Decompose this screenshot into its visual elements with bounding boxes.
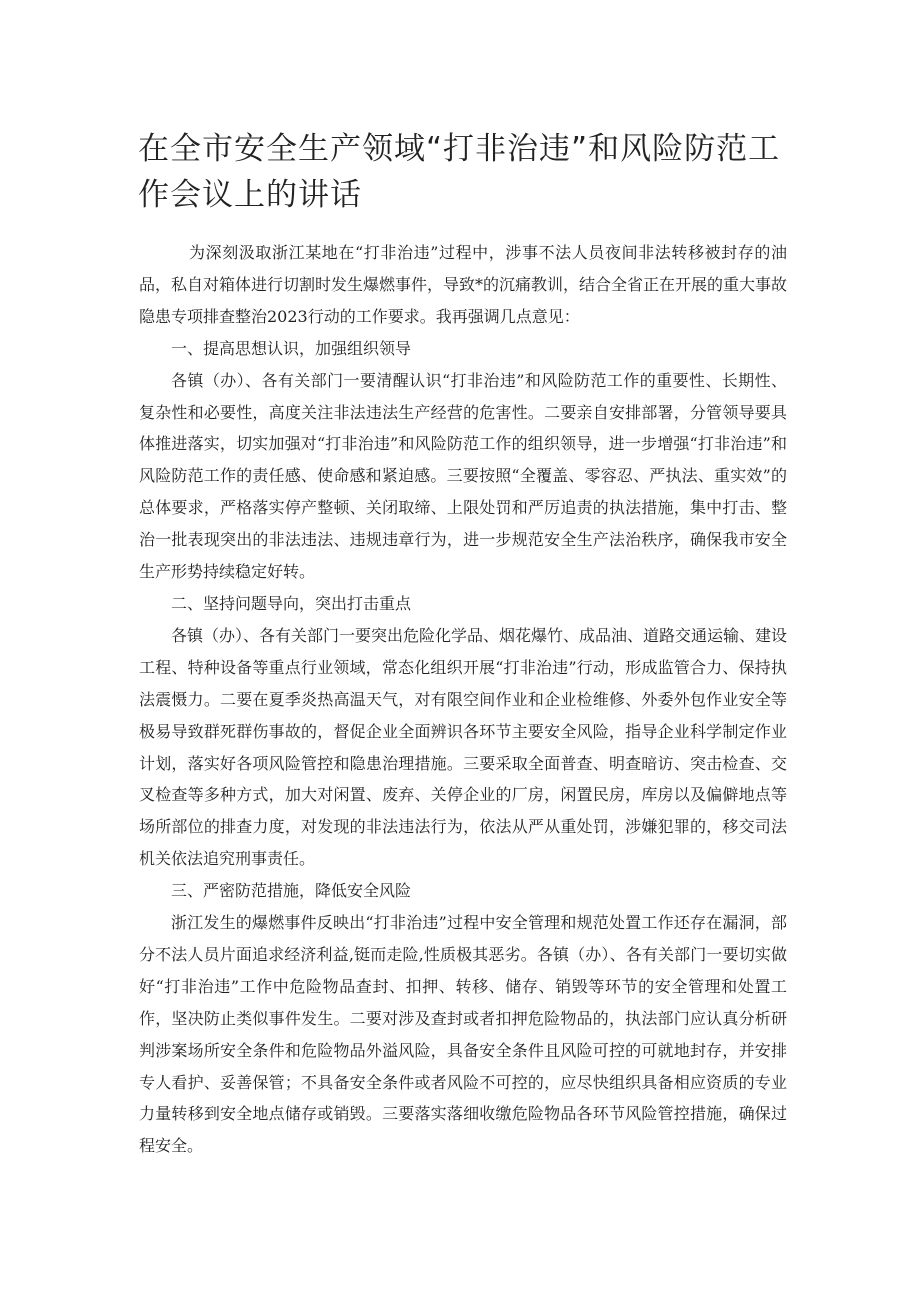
section-body-2: 各镇（办）、各有关部门一要突出危险化学品、烟花爆竹、成品油、道路交通运输、建设工程、特种设备等重点行业领域，常态化组织开展“打非治违”行动，形成监管合力、保持执法震慑力。二要在夏季炎热高温天气，对有限空间作业和企业检维修、外委外包作业安全等极易导致群死群伤事故的，督促企业全面辨识各环节主要安全风险，指导企业科学制定作业计划，落实好各项风险管控和隐患治理措施。三要采取全面普查、明查暗访、突击检查、交叉检查等多种方式，加大对闲置、废弃、关停企业的厂房，闲置民房，库房以及偏僻地点等场所部位的排查力度，对发现的非法违法行为，依法从严从重处罚，涉嫌犯罪的，移交司法机关依法追究刑事责任。 bbox=[139, 625, 788, 869]
document-title: 在全市安全生产领域“打非治违”和风险防范工作会议上的讲话 bbox=[138, 131, 781, 213]
section-body-3: 浙江发生的爆燃事件反映出“打非治违”过程中安全管理和规范处置工作还存在漏洞，部分不法人员片面追求经济利益,铤而走险,性质极其恶劣。各镇（办）、各有关部门一要切实做好“打非治违”工作中危险物品查封、扣押、转移、储存、销毁等环节的安全管理和处置工作，坚决防止类似事件发生。二要对涉及查封或者扣押危险物品的，执法部门应认真分析研判涉案场所安全条件和危险物品外溢风险，具备安全条件且风险可控的可就地封存，并安排专人看护、妥善保管；不具备安全条件或者风险不可控的，应尽快组织具备相应资质的专业力量转移到安全地点储存或销毁。三要落实落细收缴危险物品各环节风险管控措施，确保过程安全。 bbox=[139, 913, 787, 1156]
section-body-1: 各镇（办）、各有关部门一要清醒认识“打非治违”和风险防范工作的重要性、长期性、复杂性和必要性，高度关注非法违法生产经营的危害性。二要亲自安排部署，分管领导要具体推进落实，切实加强对“打非治违”和风险防范工作的组织领导，进一步增强“打非治违”和风险防范工作的责任感、使命感和紧迫感。三要按照“全覆盖、零容忍、严执法、重实效”的总体要求，严格落实停产整顿、关闭取缔、上限处罚和严厉追责的执法措施，集中打击、整治一批表现突出的非法违法、违规违章行为，进一步规范安全生产法治秩序，确保我市安全生产形势持续稳定好转。 bbox=[139, 370, 787, 582]
section-heading-1: 一、提高思想认识，加强组织领导 bbox=[171, 338, 412, 358]
intro-paragraph: 为深刻汲取浙江某地在“打非治违”过程中，涉事不法人员夜间非法转移被封存的油品，私自对箱体进行切割时发生爆燃事件，导致*的沉痛教训，结合全省正在开展的重大事故隐患专项排查整治2023行动的工作要求。我再强调几点意见： bbox=[139, 243, 788, 326]
section-heading-3: 三、严密防范措施，降低安全风险 bbox=[171, 881, 412, 901]
document-body bbox=[139, 237, 787, 1162]
section-heading-2: 二、坚持问题导向，突出打击重点 bbox=[171, 593, 412, 613]
